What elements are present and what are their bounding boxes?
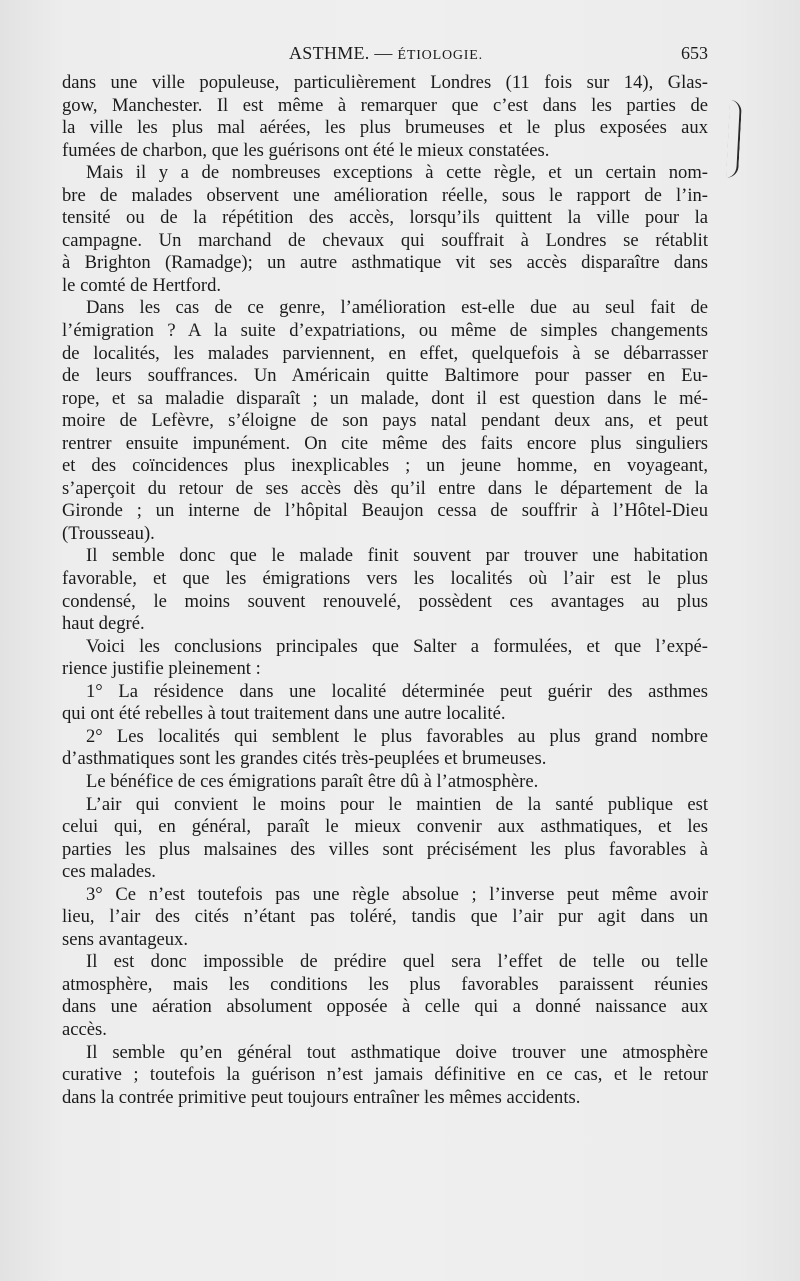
- text-line: favorable, et que les émigrations vers les localités où l’air est le plus: [62, 568, 708, 590]
- paragraph: [62, 681, 708, 726]
- text-line: Dans les cas de ce genre, l’amélioration est-elle due au seul fait de: [86, 297, 708, 319]
- text-line: haut degré.: [62, 613, 145, 635]
- running-title-dash: —: [369, 43, 398, 63]
- text-line: de leurs souffrances. Un Américain quitte Baltimore pour passer en Eu-: [62, 365, 708, 387]
- text-line: Gironde ; un interne de l’hôpital Beaujon cessa de souffrir à l’Hôtel-Dieu: [62, 500, 708, 522]
- text-line: 1° La résidence dans une localité déterminée peut guérir des asthmes: [86, 680, 708, 702]
- text-line: l’émigration ? A la suite d’expatriations, ou même de simples changements: [62, 320, 708, 342]
- text-line: Il semble donc que le malade finit souvent par trouver une habitation: [86, 545, 708, 567]
- text-line: parties les plus malsaines des villes sont précisément les plus favorables à: [62, 838, 708, 860]
- paragraph: [62, 951, 708, 1041]
- text-line: campagne. Un marchand de chevaux qui souffrait à Londres se rétablit: [62, 229, 708, 251]
- text-line: Il est donc impossible de prédire quel sera l’effet de telle ou telle: [86, 951, 708, 973]
- text-line: dans une ville populeuse, particulièrement Londres (11 fois sur 14), Glas-: [62, 72, 708, 93]
- text-line: (Trousseau).: [62, 522, 155, 544]
- margin-bracket-mark: [726, 100, 742, 179]
- text-line: le comté de Hertford.: [62, 274, 222, 296]
- text-line: à Brighton (Ramadge); un autre asthmatique vit ses accès disparaître dans: [62, 252, 708, 274]
- text-line: de localités, les malades parviennent, en effet, quelquefois à se débarrasser: [62, 342, 708, 364]
- text-line: atmosphère, mais les conditions les plus favorables paraissent réunies: [62, 973, 708, 995]
- text-line: rentrer ensuite impunément. On cite même des faits encore plus singuliers: [62, 432, 708, 454]
- text-line: curative ; toutefois la guérison n’est jamais définitive en ce cas, et le retour: [62, 1064, 708, 1086]
- text-line: Voici les conclusions principales que Salter a formulées, et que l’expé-: [86, 635, 708, 657]
- text-line: qui ont été rebelles à tout traitement dans une autre localité.: [62, 703, 506, 725]
- text-line: d’asthmatiques sont les grandes cités très-peuplées et brumeuses.: [62, 748, 547, 770]
- text-line: dans une aération absolument opposée à celle qui a donné naissance aux: [62, 996, 708, 1018]
- text-line: sens avantageux.: [62, 928, 188, 950]
- text-line: Le bénéfice de ces émigrations paraît être dû à l’atmosphère.: [86, 770, 539, 792]
- running-head: [62, 43, 708, 69]
- text-line: condensé, le moins souvent renouvelé, possèdent ces avantages au plus: [62, 590, 708, 612]
- paragraph: [62, 1042, 708, 1110]
- running-title: [289, 43, 483, 64]
- running-title-main: ASTHME.: [289, 43, 370, 63]
- text-line: bre de malades observent une amélioration réelle, sous le rapport de l’in-: [62, 184, 708, 206]
- text-line: Il semble qu’en général tout asthmatique doive trouver une atmosphère: [86, 1041, 708, 1063]
- text-line: 3° Ce n’est toutefois pas une règle absolue ; l’inverse peut même avoir: [86, 883, 708, 905]
- paragraph: [62, 884, 708, 952]
- text-line: celui qui, en général, paraît le mieux convenir aux asthmatiques, et les: [62, 816, 708, 838]
- text-line: tensité ou de la répétition des accès, lorsqu’ils quittent la ville pour la: [62, 207, 708, 229]
- text-line: Mais il y a de nombreuses exceptions à cette règle, et un certain nom-: [86, 162, 708, 184]
- paragraph: [62, 72, 708, 162]
- text-line: rience justifie pleinement :: [62, 658, 261, 680]
- paragraph: [62, 794, 708, 884]
- text-line: 2° Les localités qui semblent le plus favorables au plus grand nombre: [86, 725, 708, 747]
- text-line: la ville les plus mal aérées, les plus brumeuses et le plus exposées aux: [62, 117, 708, 139]
- text-line: accès.: [62, 1018, 107, 1040]
- text-line: ces malades.: [62, 861, 156, 883]
- paragraph: [62, 636, 708, 681]
- text-line: L’air qui convient le moins pour le maintien de la santé publique est: [86, 793, 708, 815]
- text-line: moire de Lefèvre, s’éloigne de son pays natal pendant deux ans, et peut: [62, 410, 708, 432]
- paragraph: [62, 726, 708, 771]
- paragraph: [62, 545, 708, 635]
- text-line: dans la contrée primitive peut toujours entraîner les mêmes accidents.: [62, 1086, 581, 1108]
- text-line: fumées de charbon, que les guérisons ont été le mieux constatées.: [62, 139, 550, 161]
- text-line: rope, et sa maladie disparaît ; un malade, dont il est question dans le mé-: [62, 387, 708, 409]
- body-text: [62, 72, 708, 1109]
- page-number: 653: [681, 43, 708, 63]
- paragraph: [62, 771, 708, 794]
- running-title-section: ÉTIOLOGIE.: [397, 48, 483, 63]
- paragraph: [62, 162, 708, 297]
- text-line: lieu, l’air des cités n’étant pas toléré, tandis que l’air pur agit dans un: [62, 906, 708, 928]
- text-line: et des coïncidences plus inexplicables ; un jeune homme, en voyageant,: [62, 455, 708, 477]
- text-line: s’aperçoit du retour de ses accès dès qu’il entre dans le département de la: [62, 477, 708, 499]
- text-line: gow, Manchester. Il est même à remarquer que c’est dans les parties de: [62, 94, 708, 116]
- paragraph: [62, 297, 708, 545]
